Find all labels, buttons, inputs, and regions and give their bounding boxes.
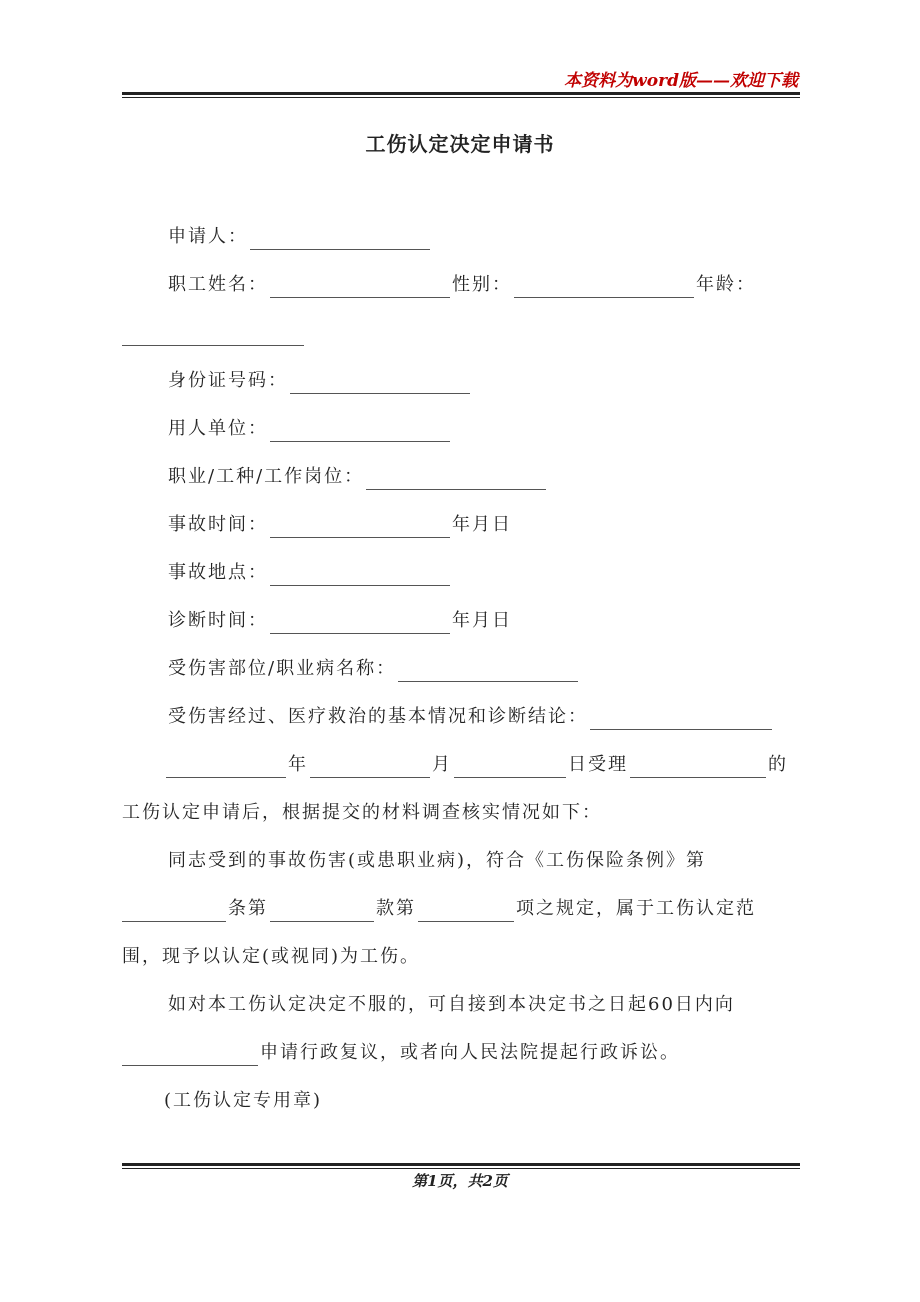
day-blank[interactable] [454,759,566,778]
review-line [122,1040,680,1066]
employer-label: 用人单位： [168,418,268,439]
accident-time-blank[interactable] [270,519,450,538]
review-body-blank[interactable] [122,1047,258,1066]
id-label: 身份证号码： [168,370,288,391]
review-label: 申请行政复议，或者向人民法院提起行政诉讼。 [260,1042,680,1063]
of-label: 的 [768,754,788,775]
diagnosis-time-label: 诊断时间： [168,610,268,631]
injury-part-blank[interactable] [398,663,578,682]
document-title: 工伤认定决定申请书 [365,132,555,156]
employer-blank[interactable] [270,423,450,442]
seal-label: (工伤认定专用章) [164,1090,323,1111]
article-blank[interactable] [122,903,226,922]
body-line-2: 工伤认定申请后，根据提交的材料调查核实情况如下： [122,802,602,823]
process-line [168,704,774,730]
body-line-3: 同志受到的事故伤害(或患职业病)，符合《工伤保险条例》第 [168,850,707,871]
employer-line [168,416,452,442]
injury-part-label: 受伤害部位/职业病名称： [168,658,397,679]
year-blank[interactable] [166,759,286,778]
header-rule [122,92,800,95]
id-line [168,368,472,394]
name-blank[interactable] [270,279,450,298]
gender-blank[interactable] [514,279,694,298]
name-label: 职工姓名： [168,274,268,295]
accident-place-line [168,560,452,586]
applicant-label: 申请人： [168,226,248,247]
age-line [122,320,304,346]
month-label: 月 [432,754,452,775]
applicant-blank[interactable] [250,231,430,250]
xiang-label: 项之规定，属于工伤认定范 [516,898,756,919]
accident-place-label: 事故地点： [168,562,268,583]
header-note: 本资料为word版——欢迎下载 [564,71,798,91]
diagnosis-time-blank[interactable] [270,615,450,634]
age-label: 年龄： [696,274,756,295]
diagnosis-time-ymd: 年月日 [452,610,512,631]
process-label: 受伤害经过、医疗救治的基本情况和诊断结论： [168,706,588,727]
job-label: 职业/工种/工作岗位： [168,466,365,487]
clause-blank[interactable] [270,903,374,922]
accident-time-line [168,512,512,538]
tiao-label: 条第 [228,898,268,919]
item-blank[interactable] [418,903,514,922]
applicant-line [168,224,432,250]
injury-part-line [168,656,580,682]
header-rule-thin [122,97,800,98]
accepted-line [164,752,788,778]
month-blank[interactable] [310,759,430,778]
body-line-6: 如对本工伤认定决定不服的，可自接到本决定书之日起60日内向 [168,994,735,1015]
job-line [168,464,548,490]
accident-time-ymd: 年月日 [452,514,512,535]
footer-rule [122,1163,800,1166]
age-blank[interactable] [122,327,304,346]
diagnosis-time-line [168,608,512,634]
accident-time-label: 事故时间： [168,514,268,535]
gender-label: 性别： [452,274,512,295]
accepted-label: 日受理 [568,754,628,775]
accident-place-blank[interactable] [270,567,450,586]
footer-rule-thin [122,1168,800,1169]
article-line [122,896,756,922]
page-number: 第1页，共2页 [412,1172,508,1190]
kuan-label: 款第 [376,898,416,919]
id-blank[interactable] [290,375,470,394]
name-line [168,272,756,298]
year-label: 年 [288,754,308,775]
accepted-party-blank[interactable] [630,759,766,778]
process-blank[interactable] [590,711,772,730]
job-blank[interactable] [366,471,546,490]
body-line-5: 围，现予以认定(或视同)为工伤。 [122,946,421,967]
